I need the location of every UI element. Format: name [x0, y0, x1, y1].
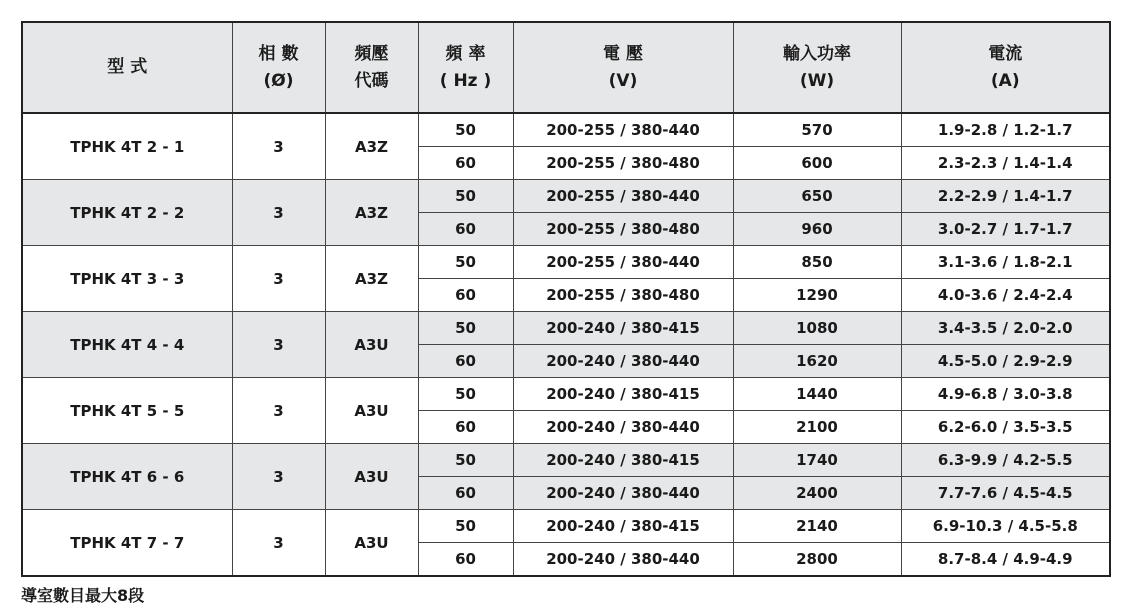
spec-table: [21, 21, 1111, 577]
column-header-unit: (V): [608, 70, 638, 91]
model-cell: TPHK 4T 2 - 1: [22, 113, 232, 180]
frequency-cell: 60: [418, 147, 513, 180]
power-cell: 600: [733, 147, 901, 180]
code-cell: A3U: [325, 378, 418, 444]
current-cell: 6.3-9.9 / 4.2-5.5: [901, 444, 1110, 477]
code-cell: A3U: [325, 444, 418, 510]
frequency-cell: 50: [418, 312, 513, 345]
power-cell: 650: [733, 180, 901, 213]
phase-cell: 3: [232, 113, 325, 180]
power-cell: 1440: [733, 378, 901, 411]
frequency-cell: 60: [418, 213, 513, 246]
power-cell: 1080: [733, 312, 901, 345]
column-header: [733, 22, 901, 113]
phase-cell: 3: [232, 444, 325, 510]
voltage-cell: 200-255 / 380-440: [513, 180, 733, 213]
phase-cell: 3: [232, 378, 325, 444]
current-cell: 7.7-7.6 / 4.5-4.5: [901, 477, 1110, 510]
frequency-cell: 50: [418, 180, 513, 213]
voltage-cell: 200-255 / 380-440: [513, 113, 733, 147]
code-cell: A3Z: [325, 113, 418, 180]
table-row: [22, 312, 1110, 345]
column-header-unit: ( Hz ): [439, 70, 492, 91]
current-cell: 3.1-3.6 / 1.8-2.1: [901, 246, 1110, 279]
model-cell: TPHK 4T 4 - 4: [22, 312, 232, 378]
voltage-cell: 200-240 / 380-415: [513, 312, 733, 345]
frequency-cell: 60: [418, 411, 513, 444]
table-header: [22, 22, 1110, 113]
code-cell: A3U: [325, 312, 418, 378]
power-cell: 1290: [733, 279, 901, 312]
model-cell: TPHK 4T 3 - 3: [22, 246, 232, 312]
column-header-title: 型 式: [107, 57, 148, 77]
column-header-title: 電流: [988, 43, 1023, 64]
current-cell: 6.2-6.0 / 3.5-3.5: [901, 411, 1110, 444]
voltage-cell: 200-240 / 380-440: [513, 477, 733, 510]
table-row: [22, 378, 1110, 411]
column-header: [513, 22, 733, 113]
power-cell: 850: [733, 246, 901, 279]
column-header: [232, 22, 325, 113]
power-cell: 2400: [733, 477, 901, 510]
table-row: [22, 510, 1110, 543]
column-header-unit: 代碼: [354, 70, 389, 91]
column-header: [901, 22, 1110, 113]
column-header-unit: (Ø): [263, 70, 294, 91]
voltage-cell: 200-240 / 380-440: [513, 543, 733, 577]
model-cell: TPHK 4T 6 - 6: [22, 444, 232, 510]
current-cell: 4.9-6.8 / 3.0-3.8: [901, 378, 1110, 411]
table-row: [22, 180, 1110, 213]
power-cell: 2800: [733, 543, 901, 577]
frequency-cell: 50: [418, 246, 513, 279]
model-cell: TPHK 4T 2 - 2: [22, 180, 232, 246]
column-header-title: 頻壓: [354, 43, 389, 64]
current-cell: 2.2-2.9 / 1.4-1.7: [901, 180, 1110, 213]
column-header: [22, 22, 232, 113]
voltage-cell: 200-240 / 380-440: [513, 345, 733, 378]
current-cell: 2.3-2.3 / 1.4-1.4: [901, 147, 1110, 180]
power-cell: 1740: [733, 444, 901, 477]
column-header-title: 輸入功率: [783, 43, 851, 64]
table-body: [22, 113, 1110, 576]
code-cell: A3U: [325, 510, 418, 577]
frequency-cell: 60: [418, 477, 513, 510]
current-cell: 3.4-3.5 / 2.0-2.0: [901, 312, 1110, 345]
voltage-cell: 200-255 / 380-480: [513, 279, 733, 312]
frequency-cell: 60: [418, 345, 513, 378]
code-cell: A3Z: [325, 246, 418, 312]
frequency-cell: 50: [418, 510, 513, 543]
power-cell: 2100: [733, 411, 901, 444]
voltage-cell: 200-240 / 380-415: [513, 444, 733, 477]
frequency-cell: 60: [418, 543, 513, 577]
frequency-cell: 50: [418, 444, 513, 477]
voltage-cell: 200-255 / 380-480: [513, 147, 733, 180]
table-row: [22, 444, 1110, 477]
voltage-cell: 200-240 / 380-415: [513, 510, 733, 543]
model-cell: TPHK 4T 7 - 7: [22, 510, 232, 577]
column-header-title: 相 數: [258, 43, 299, 64]
current-cell: 4.0-3.6 / 2.4-2.4: [901, 279, 1110, 312]
power-cell: 960: [733, 213, 901, 246]
code-cell: A3Z: [325, 180, 418, 246]
model-cell: TPHK 4T 5 - 5: [22, 378, 232, 444]
phase-cell: 3: [232, 312, 325, 378]
power-cell: 2140: [733, 510, 901, 543]
current-cell: 3.0-2.7 / 1.7-1.7: [901, 213, 1110, 246]
current-cell: 1.9-2.8 / 1.2-1.7: [901, 113, 1110, 147]
current-cell: 6.9-10.3 / 4.5-5.8: [901, 510, 1110, 543]
power-cell: 1620: [733, 345, 901, 378]
header-row: [22, 22, 1110, 113]
voltage-cell: 200-240 / 380-440: [513, 411, 733, 444]
voltage-cell: 200-255 / 380-480: [513, 213, 733, 246]
footnote: 導室數目最大8段: [21, 586, 145, 605]
voltage-cell: 200-240 / 380-415: [513, 378, 733, 411]
frequency-cell: 50: [418, 378, 513, 411]
column-header: [418, 22, 513, 113]
column-header: [325, 22, 418, 113]
column-header-unit: (W): [799, 70, 835, 91]
frequency-cell: 60: [418, 279, 513, 312]
table-row: [22, 246, 1110, 279]
current-cell: 4.5-5.0 / 2.9-2.9: [901, 345, 1110, 378]
column-header-unit: (A): [990, 70, 1020, 91]
phase-cell: 3: [232, 180, 325, 246]
voltage-cell: 200-255 / 380-440: [513, 246, 733, 279]
phase-cell: 3: [232, 246, 325, 312]
power-cell: 570: [733, 113, 901, 147]
table-row: [22, 113, 1110, 147]
column-header-title: 頻 率: [445, 43, 486, 64]
current-cell: 8.7-8.4 / 4.9-4.9: [901, 543, 1110, 577]
column-header-title: 電 壓: [603, 43, 643, 64]
phase-cell: 3: [232, 510, 325, 577]
frequency-cell: 50: [418, 113, 513, 147]
